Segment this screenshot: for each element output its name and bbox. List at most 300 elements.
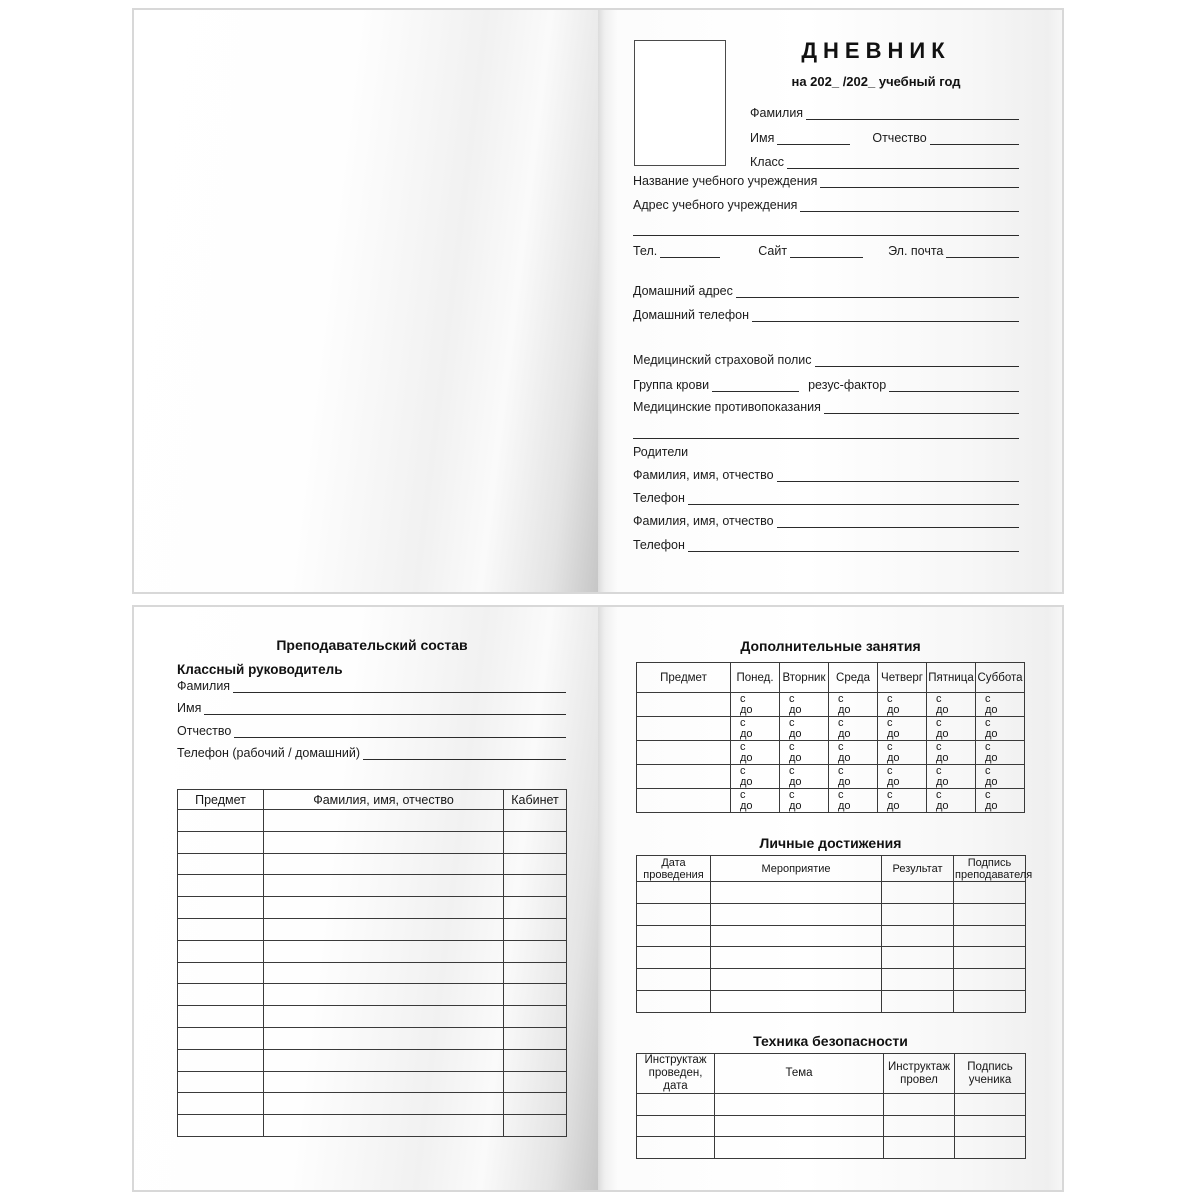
contraindications-row <box>633 398 1019 414</box>
staff-empty-row <box>178 1071 567 1093</box>
signature-cell <box>954 903 1026 925</box>
from-label: с <box>887 788 893 801</box>
subject-header: Предмет <box>178 790 264 810</box>
fill-line <box>633 223 1019 236</box>
to-label: до <box>985 727 998 740</box>
result-cell <box>882 990 954 1012</box>
fill-line <box>806 107 1019 120</box>
event-cell <box>711 925 882 947</box>
fill-line <box>777 469 1019 482</box>
subject-header: Предмет <box>637 663 731 693</box>
wednesday-header: Среда <box>829 663 878 693</box>
from-label: с <box>985 740 991 753</box>
staff-empty-row <box>178 984 567 1006</box>
time-cell <box>731 741 780 765</box>
signature-cell <box>955 1094 1026 1116</box>
subject-cell <box>178 1049 264 1071</box>
from-label: с <box>789 788 795 801</box>
extra-classes-header-row <box>637 663 1025 693</box>
home-address-row <box>633 282 1019 298</box>
to-label: до <box>789 751 802 764</box>
name-patronymic-row <box>633 129 1019 145</box>
signature-cell <box>954 969 1026 991</box>
surname-row <box>633 104 1019 120</box>
parent2-phone-row <box>633 536 1019 552</box>
fill-line <box>688 539 1019 552</box>
home-phone-label: Домашний телефон <box>633 308 749 322</box>
fio-cell <box>264 1027 504 1049</box>
achievements-empty-row <box>637 882 1026 904</box>
safety-empty-row <box>637 1094 1026 1116</box>
date-cell <box>637 1137 715 1159</box>
phone-label: Телефон (рабочий / домашний) <box>177 746 360 760</box>
teacher-surname-row <box>177 677 566 693</box>
to-label: до <box>887 727 900 740</box>
extra-classes-table <box>636 662 1025 813</box>
fill-line <box>889 379 1019 392</box>
signature-cell <box>954 925 1026 947</box>
from-label: с <box>740 764 746 777</box>
fill-line <box>234 725 566 738</box>
fill-line <box>363 747 566 760</box>
time-cell <box>976 741 1025 765</box>
time-cell <box>927 789 976 813</box>
date-cell <box>637 925 711 947</box>
to-label: до <box>740 775 753 788</box>
fill-line <box>688 492 1019 505</box>
fio-cell <box>264 1006 504 1028</box>
signature-cell <box>954 990 1026 1012</box>
time-cell <box>731 789 780 813</box>
instructor-cell <box>884 1094 955 1116</box>
name-label: Имя <box>750 131 775 145</box>
from-label: с <box>936 692 942 705</box>
signature-cell <box>954 882 1026 904</box>
friday-header: Пятница <box>927 663 976 693</box>
achievements-header-row <box>637 856 1026 882</box>
time-cell <box>780 741 829 765</box>
to-label: до <box>936 775 949 788</box>
school-year-subtitle: на 202_ /202_ учебный год <box>791 74 961 89</box>
achievements-empty-row <box>637 990 1026 1012</box>
fill-line <box>815 354 1019 367</box>
from-label: с <box>789 692 795 705</box>
to-label: до <box>985 775 998 788</box>
cabinet-cell <box>504 1071 567 1093</box>
fill-line <box>777 515 1019 528</box>
event-cell <box>711 990 882 1012</box>
result-header: Результат <box>882 856 954 882</box>
subject-cell <box>178 940 264 962</box>
fio-cell <box>264 1115 504 1137</box>
continuation-line-row <box>633 423 1019 439</box>
cabinet-cell <box>504 875 567 897</box>
home-phone-row <box>633 306 1019 322</box>
extra-classes-row <box>637 717 1025 741</box>
cabinet-cell <box>504 1027 567 1049</box>
subject-cell <box>178 984 264 1006</box>
fio-cell <box>264 940 504 962</box>
signature-cell <box>954 947 1026 969</box>
time-cell <box>878 717 927 741</box>
cabinet-cell <box>504 1049 567 1071</box>
from-label: с <box>985 716 991 729</box>
from-label: с <box>838 788 844 801</box>
from-label: с <box>838 716 844 729</box>
from-label: с <box>936 788 942 801</box>
to-label: до <box>740 751 753 764</box>
from-label: с <box>887 764 893 777</box>
event-cell <box>711 903 882 925</box>
cabinet-cell <box>504 1115 567 1137</box>
contraindications-label: Медицинские противопоказания <box>633 400 821 414</box>
phone-label: Тел. <box>633 244 658 258</box>
staff-table-header-row <box>178 790 567 810</box>
safety-empty-row <box>637 1137 1026 1159</box>
contacts-row <box>633 242 1019 258</box>
thursday-header: Четверг <box>878 663 927 693</box>
subject-cell <box>637 693 731 717</box>
from-label: с <box>985 692 991 705</box>
staff-empty-row <box>178 853 567 875</box>
fio-header: Фамилия, имя, отчество <box>264 790 504 810</box>
event-cell <box>711 947 882 969</box>
time-cell <box>878 789 927 813</box>
safety-title: Техника безопасности <box>753 1033 908 1049</box>
event-cell <box>711 969 882 991</box>
site-label: Сайт <box>758 244 788 258</box>
fio-cell <box>264 1049 504 1071</box>
cabinet-cell <box>504 810 567 832</box>
fio-cell <box>264 918 504 940</box>
school-address-row <box>633 196 1019 212</box>
fill-line <box>787 156 1019 169</box>
topic-header: Тема <box>715 1054 884 1094</box>
to-label: до <box>838 775 851 788</box>
staff-table <box>177 789 567 1137</box>
extra-classes-title: Дополнительные занятия <box>740 638 921 654</box>
event-cell <box>711 882 882 904</box>
fill-line <box>660 245 720 258</box>
to-label: до <box>740 727 753 740</box>
staff-empty-row <box>178 831 567 853</box>
name-label: Имя <box>177 701 202 715</box>
time-cell <box>878 765 927 789</box>
bottom-spread <box>132 605 1064 1192</box>
to-label: до <box>887 799 900 812</box>
to-label: до <box>789 775 802 788</box>
safety-header-row <box>637 1054 1026 1094</box>
time-cell <box>731 717 780 741</box>
fill-line <box>633 426 1019 439</box>
time-cell <box>927 741 976 765</box>
time-cell <box>976 789 1025 813</box>
subject-cell <box>637 741 731 765</box>
blank-left-page <box>134 10 598 592</box>
date-cell <box>637 903 711 925</box>
time-cell <box>829 789 878 813</box>
top-spread <box>132 8 1064 594</box>
from-label: с <box>985 764 991 777</box>
cabinet-cell <box>504 1006 567 1028</box>
date-cell <box>637 1094 715 1116</box>
from-label: с <box>789 716 795 729</box>
date-cell <box>637 990 711 1012</box>
date-cell <box>637 969 711 991</box>
time-cell <box>731 693 780 717</box>
fill-line <box>790 245 863 258</box>
safety-empty-row <box>637 1115 1026 1137</box>
staff-empty-row <box>178 918 567 940</box>
staff-empty-row <box>178 1093 567 1115</box>
from-label: с <box>936 764 942 777</box>
cabinet-cell <box>504 831 567 853</box>
extra-page <box>598 607 1062 1190</box>
fill-line <box>752 309 1019 322</box>
cabinet-cell <box>504 853 567 875</box>
from-label: с <box>740 716 746 729</box>
blood-group-row <box>633 376 1019 392</box>
subject-cell <box>178 875 264 897</box>
fill-line <box>777 132 850 145</box>
teacher-patronymic-row <box>177 722 566 738</box>
fill-line <box>204 702 566 715</box>
subject-cell <box>178 918 264 940</box>
subject-cell <box>178 897 264 919</box>
tuesday-header: Вторник <box>780 663 829 693</box>
from-label: с <box>740 740 746 753</box>
cabinet-cell <box>504 940 567 962</box>
to-label: до <box>789 799 802 812</box>
to-label: до <box>936 751 949 764</box>
achievements-empty-row <box>637 925 1026 947</box>
parent-phone-label: Телефон <box>633 491 685 505</box>
fill-line <box>824 401 1019 414</box>
time-cell <box>976 765 1025 789</box>
fill-line <box>820 175 1019 188</box>
to-label: до <box>985 799 998 812</box>
achievements-empty-row <box>637 903 1026 925</box>
to-label: до <box>789 727 802 740</box>
parent-phone-label: Телефон <box>633 538 685 552</box>
parent2-fio-row <box>633 512 1019 528</box>
fill-line <box>930 132 1019 145</box>
extra-classes-row <box>637 693 1025 717</box>
time-cell <box>878 693 927 717</box>
date-cell <box>637 1115 715 1137</box>
to-label: до <box>887 703 900 716</box>
patronymic-label: Отчество <box>177 724 232 738</box>
achievements-empty-row <box>637 947 1026 969</box>
time-cell <box>927 717 976 741</box>
rh-factor-label: резус-фактор <box>808 378 887 392</box>
fill-line <box>712 379 799 392</box>
briefing-date-header: Инструктаж проведен, дата <box>637 1054 715 1094</box>
continuation-line-row <box>633 220 1019 236</box>
result-cell <box>882 969 954 991</box>
school-address-label: Адрес учебного учреждения <box>633 198 798 212</box>
parents-row <box>633 443 1019 459</box>
time-cell <box>780 765 829 789</box>
teacher-name-row <box>177 699 566 715</box>
from-label: с <box>740 788 746 801</box>
subject-cell <box>178 1027 264 1049</box>
to-label: до <box>936 727 949 740</box>
date-cell <box>637 882 711 904</box>
surname-label: Фамилия <box>750 106 804 120</box>
fill-line <box>800 199 1019 212</box>
staff-empty-row <box>178 810 567 832</box>
insurance-label: Медицинский страховой полис <box>633 353 812 367</box>
from-label: с <box>887 716 893 729</box>
fill-line <box>736 285 1019 298</box>
topic-cell <box>715 1094 884 1116</box>
fio-cell <box>264 875 504 897</box>
achievements-table <box>636 855 1033 1013</box>
patronymic-label: Отчество <box>872 131 927 145</box>
to-label: до <box>887 775 900 788</box>
from-label: с <box>887 692 893 705</box>
subject-cell <box>178 962 264 984</box>
result-cell <box>882 882 954 904</box>
parents-label: Родители <box>633 445 689 459</box>
to-label: до <box>838 751 851 764</box>
fio-cell <box>264 897 504 919</box>
time-cell <box>829 765 878 789</box>
extra-classes-row <box>637 789 1025 813</box>
from-label: с <box>838 764 844 777</box>
staff-empty-row <box>178 875 567 897</box>
cover-page <box>598 10 1062 592</box>
safety-table <box>636 1053 1026 1159</box>
to-label: до <box>985 703 998 716</box>
parent-fio-label: Фамилия, имя, отчество <box>633 514 774 528</box>
time-cell <box>878 741 927 765</box>
insurance-row <box>633 351 1019 367</box>
fio-cell <box>264 984 504 1006</box>
home-address-label: Домашний адрес <box>633 284 733 298</box>
to-label: до <box>838 727 851 740</box>
parent1-phone-row <box>633 489 1019 505</box>
signature-cell <box>955 1137 1026 1159</box>
subject-cell <box>178 1093 264 1115</box>
fill-line <box>946 245 1019 258</box>
time-cell <box>731 765 780 789</box>
from-label: с <box>789 764 795 777</box>
to-label: до <box>936 799 949 812</box>
to-label: до <box>838 799 851 812</box>
fio-cell <box>264 853 504 875</box>
signature-cell <box>955 1115 1026 1137</box>
time-cell <box>927 765 976 789</box>
to-label: до <box>838 703 851 716</box>
subject-cell <box>178 831 264 853</box>
from-label: с <box>985 788 991 801</box>
from-label: с <box>838 740 844 753</box>
student-signature-header: Подпись ученика <box>955 1054 1026 1094</box>
subject-cell <box>178 1006 264 1028</box>
achievements-empty-row <box>637 969 1026 991</box>
to-label: до <box>740 799 753 812</box>
fill-line <box>233 680 566 693</box>
staff-page-title: Преподавательский состав <box>276 637 468 653</box>
cabinet-header: Кабинет <box>504 790 567 810</box>
time-cell <box>829 741 878 765</box>
parent1-fio-row <box>633 466 1019 482</box>
to-label: до <box>985 751 998 764</box>
staff-page <box>134 607 598 1190</box>
class-teacher-heading: Классный руководитель <box>177 662 343 677</box>
to-label: до <box>740 703 753 716</box>
cover-form <box>633 10 1019 592</box>
grade-row <box>633 153 1019 169</box>
time-cell <box>829 693 878 717</box>
saturday-header: Суббота <box>976 663 1025 693</box>
time-cell <box>976 717 1025 741</box>
subject-cell <box>637 765 731 789</box>
teacher-signature-header: Подпись преподавателя <box>955 856 1033 881</box>
time-cell <box>927 693 976 717</box>
fio-cell <box>264 1071 504 1093</box>
email-label: Эл. почта <box>888 244 944 258</box>
time-cell <box>780 717 829 741</box>
instructor-cell <box>884 1115 955 1137</box>
cabinet-cell <box>504 1093 567 1115</box>
achievements-title: Личные достижения <box>759 835 902 851</box>
time-cell <box>829 717 878 741</box>
from-label: с <box>740 692 746 705</box>
school-name-label: Название учебного учреждения <box>633 174 818 188</box>
staff-empty-row <box>178 1115 567 1137</box>
time-cell <box>780 693 829 717</box>
staff-empty-row <box>178 940 567 962</box>
extra-classes-row <box>637 741 1025 765</box>
subject-cell <box>178 810 264 832</box>
result-cell <box>882 947 954 969</box>
briefing-by-header: Инструктаж провел <box>884 1054 955 1094</box>
subject-cell <box>178 1071 264 1093</box>
parent-fio-label: Фамилия, имя, отчество <box>633 468 774 482</box>
cabinet-cell <box>504 984 567 1006</box>
subject-cell <box>637 717 731 741</box>
from-label: с <box>936 716 942 729</box>
from-label: с <box>789 740 795 753</box>
result-cell <box>882 903 954 925</box>
cabinet-cell <box>504 918 567 940</box>
staff-empty-row <box>178 962 567 984</box>
date-cell <box>637 947 711 969</box>
fio-cell <box>264 810 504 832</box>
monday-header: Понед. <box>731 663 780 693</box>
cabinet-cell <box>504 897 567 919</box>
grade-label: Класс <box>750 155 785 169</box>
from-label: с <box>936 740 942 753</box>
extra-classes-row <box>637 765 1025 789</box>
staff-empty-row <box>178 1006 567 1028</box>
fio-cell <box>264 831 504 853</box>
to-label: до <box>789 703 802 716</box>
surname-label: Фамилия <box>177 679 231 693</box>
cabinet-cell <box>504 962 567 984</box>
fio-cell <box>264 962 504 984</box>
staff-empty-row <box>178 1027 567 1049</box>
teacher-phone-row <box>177 744 566 760</box>
school-name-row <box>633 172 1019 188</box>
topic-cell <box>715 1115 884 1137</box>
event-header: Мероприятие <box>711 856 882 882</box>
to-label: до <box>887 751 900 764</box>
topic-cell <box>715 1137 884 1159</box>
